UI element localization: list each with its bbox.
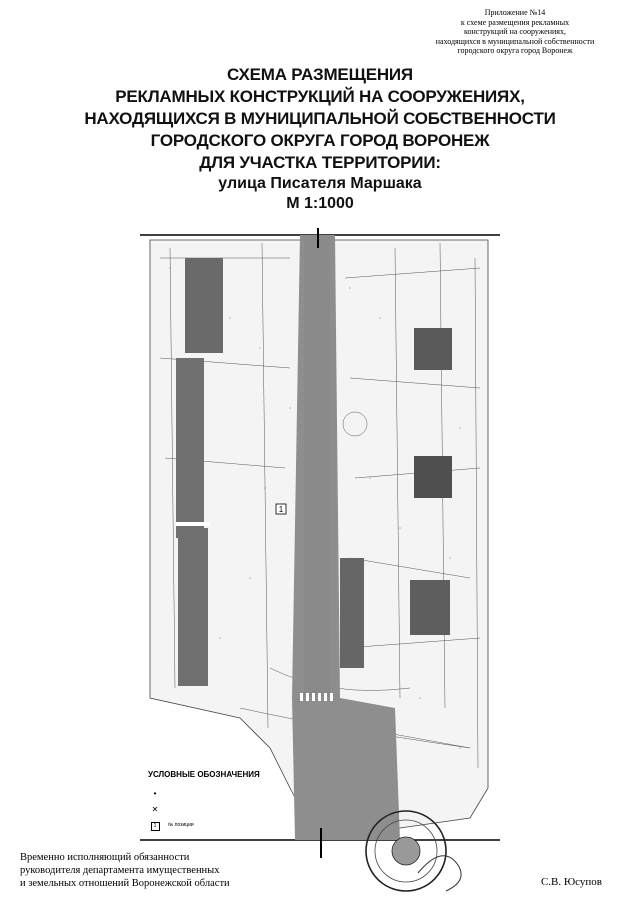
appendix-line: городского округа город Воронеж xyxy=(457,46,573,55)
map-scale: М 1:1000 xyxy=(286,195,354,212)
appendix-line: конструкций на сооружениях, xyxy=(464,27,566,36)
legend-item xyxy=(148,785,288,801)
map-legend xyxy=(148,770,288,833)
site-plan-map xyxy=(0,228,640,863)
official-seal xyxy=(358,803,478,903)
title-line: СХЕМА РАЗМЕЩЕНИЯ xyxy=(227,65,413,84)
signatory-line: и земельных отношений Воронежской области xyxy=(20,878,230,889)
position-box-icon: 1 xyxy=(151,822,160,831)
title-line: НАХОДЯЩИХСЯ В МУНИЦИПАЛЬНОЙ СОБСТВЕННОСТИ xyxy=(84,109,556,128)
title-line: РЕКЛАМНЫХ КОНСТРУКЦИЙ НА СООРУЖЕНИЯХ, xyxy=(115,87,525,106)
position-marker xyxy=(276,504,286,514)
signatory-name: С.В. Юсупов xyxy=(540,876,602,888)
appendix-line: Приложение №14 xyxy=(484,8,546,17)
document-title xyxy=(0,64,640,213)
legend-item xyxy=(148,817,288,833)
legend-title: УСЛОВНЫЕ ОБОЗНАЧЕНИЯ xyxy=(148,770,260,779)
street-name: улица Писателя Маршака xyxy=(218,175,422,192)
appendix-note xyxy=(400,8,630,56)
cross-icon: ✕ xyxy=(151,804,159,814)
position-marker-label: 1 xyxy=(278,505,284,514)
appendix-line: к схеме размещения рекламных xyxy=(460,17,570,27)
title-line: ГОРОДСКОГО ОКРУГА ГОРОД ВОРОНЕЖ xyxy=(150,131,490,150)
signatory-line: руководителя департамента имущественных xyxy=(20,865,220,876)
legend-label: № позиции xyxy=(168,822,194,828)
signatory-position xyxy=(20,851,230,890)
title-line: ДЛЯ УЧАСТКА ТЕРРИТОРИИ: xyxy=(199,153,441,172)
legend-item xyxy=(148,801,288,817)
appendix-line: находящихся в муниципальной собственности xyxy=(435,36,595,46)
dot-icon: • xyxy=(153,788,157,798)
signatory-line: Временно исполняющий обязанности xyxy=(20,852,190,863)
